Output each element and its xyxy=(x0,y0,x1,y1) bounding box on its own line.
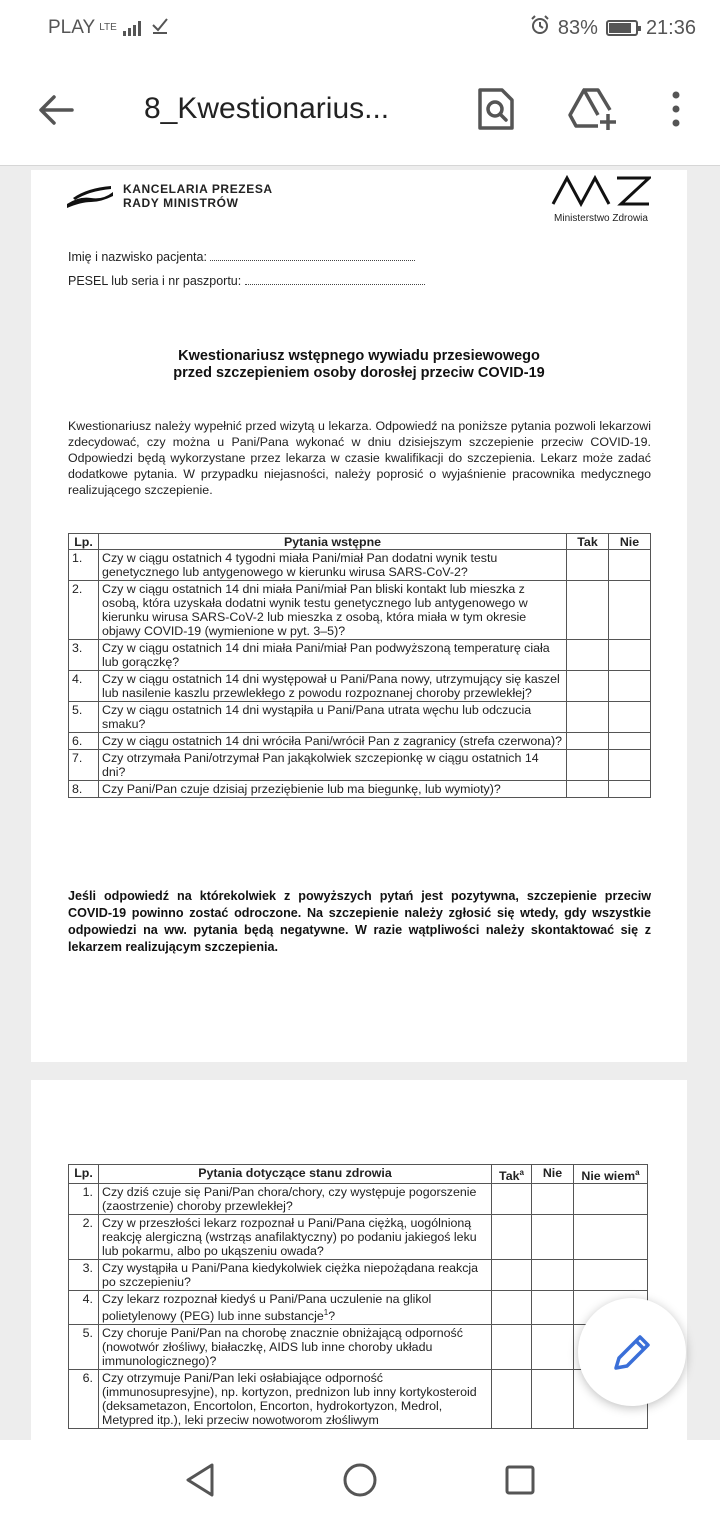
patient-name-blank xyxy=(210,251,415,261)
document-title: 8_Kwestionarius... xyxy=(144,92,390,125)
status-bar xyxy=(0,0,720,56)
row-number: 8. xyxy=(69,781,99,798)
question-text-main: Czy dziś czuje się Pani/Pan chora/chory, czy występuje pogorszenie (zaostrzenie) choroby przewlekłej? xyxy=(102,1185,477,1214)
answer-no-cell[interactable] xyxy=(532,1291,574,1325)
title-line-2: przed szczepieniem osoby dorosłej przeciw COVID-19 xyxy=(173,365,545,381)
status-right xyxy=(530,15,696,41)
footnote-marker: 1 xyxy=(323,1308,329,1318)
col-lp: Lp. xyxy=(69,534,99,550)
document-page-2 xyxy=(31,1080,687,1440)
answer-yes-cell[interactable] xyxy=(567,781,609,798)
table-row xyxy=(69,1260,648,1291)
answer-no-cell[interactable] xyxy=(609,781,651,798)
col-yes-label: Tak xyxy=(499,1169,520,1184)
question-text-main: Czy lekarz rozpoznał kiedyś u Pani/Pana uczulenie na glikol polietylenowy (PEG) lub inne substancje xyxy=(102,1292,432,1324)
row-number: 3. xyxy=(69,640,99,671)
document-page-1 xyxy=(31,170,687,1062)
question-text: Czy w ciągu ostatnich 14 dni miała Pani/miał Pan bliski kontakt lub mieszka z osobą, która uzyskała dodatni wynik testu genetycznego lub antygenowego w kierunku wirusa SARS-CoV-2 lub mieszka z osobą, która miała w tym okresie objawy COVID-19 (wymienione w pyt. 3–5)? xyxy=(99,581,567,640)
answer-no-cell[interactable] xyxy=(609,581,651,640)
row-number: 5. xyxy=(69,702,99,733)
question-text: Czy w ciągu ostatnich 14 dni wystąpiła u Pani/Pana utrata węchu lub odczucia smaku? xyxy=(99,702,567,733)
row-number: 3. xyxy=(69,1260,99,1291)
question-text-main: Czy choruje Pani/Pan na chorobę znacznie obniżającą odporność (nowotwór złośliwy, białaczkę, AIDS lub inne choroby układu immunologicznego)? xyxy=(102,1326,463,1369)
question-text xyxy=(99,1370,492,1429)
answer-no-cell[interactable] xyxy=(609,671,651,702)
mz-name: Ministerstwo Zdrowia xyxy=(554,213,648,224)
answer-yes-cell[interactable] xyxy=(567,750,609,781)
col-yes-sup: a xyxy=(519,1168,524,1177)
answer-yes-cell[interactable] xyxy=(492,1370,532,1429)
table-row xyxy=(69,781,651,798)
row-number: 4. xyxy=(69,671,99,702)
mz-logo-mark xyxy=(551,172,651,208)
answer-yes-cell[interactable] xyxy=(567,581,609,640)
row-number: 2. xyxy=(69,581,99,640)
battery-percent: 83% xyxy=(557,16,598,39)
question-text xyxy=(99,1215,492,1260)
answer-dont-know-cell[interactable] xyxy=(574,1260,648,1291)
back-arrow-icon[interactable] xyxy=(36,90,76,130)
pesel-field xyxy=(68,274,425,288)
question-text: Czy otrzymała Pani/otrzymał Pan jakąkolwiek szczepionkę w ciągu ostatnich 14 dni? xyxy=(99,750,567,781)
pesel-blank xyxy=(245,275,425,285)
question-text xyxy=(99,1184,492,1215)
intro-paragraph: Kwestionariusz należy wypełnić przed wizytą u lekarza. Odpowiedź na poniższe pytania pozwoli lekarzowi zdecydować, czy można u Pani/Pana wykonać w dniu dzisiejszym szczepienie przeciw COVID-19. Odpowiedzi będą wykorzystane przez lekarza w czasie kwalifikacji do szczepienia. Lekarz może zadać dodatkowe pytania. W przypadku niejasności, należy poprosić o wyjaśnienie pracownika medycznego realizującego szczepienie. xyxy=(68,419,651,497)
table-row xyxy=(69,640,651,671)
answer-yes-cell[interactable] xyxy=(567,640,609,671)
kprm-line-1: KANCELARIA PREZESA xyxy=(123,182,273,196)
question-text-main: Czy wystąpiła u Pani/Pana kiedykolwiek ciężka niepożądana reakcja po szczepieniu? xyxy=(102,1261,479,1290)
answer-no-cell[interactable] xyxy=(609,750,651,781)
nav-recents-icon[interactable] xyxy=(504,1462,536,1503)
find-in-document-icon[interactable] xyxy=(474,86,518,132)
more-options-icon[interactable] xyxy=(664,88,688,130)
answer-no-cell[interactable] xyxy=(532,1325,574,1370)
table-header-row xyxy=(69,534,651,550)
pesel-label: PESEL lub seria i nr paszportu: xyxy=(68,274,242,288)
table-row xyxy=(69,750,651,781)
col-dont-know-label: Nie wiem xyxy=(581,1169,636,1184)
answer-no-cell[interactable] xyxy=(532,1260,574,1291)
answer-dont-know-cell[interactable] xyxy=(574,1184,648,1215)
alarm-icon xyxy=(530,15,550,41)
app-bar xyxy=(0,56,720,166)
answer-no-cell[interactable] xyxy=(609,640,651,671)
row-number: 7. xyxy=(69,750,99,781)
answer-no-cell[interactable] xyxy=(532,1215,574,1260)
answer-yes-cell[interactable] xyxy=(492,1325,532,1370)
table-row xyxy=(69,1184,648,1215)
table-row xyxy=(69,671,651,702)
answer-yes-cell[interactable] xyxy=(492,1184,532,1215)
table-row xyxy=(69,733,651,750)
kprm-line-2: RADY MINISTRÓW xyxy=(123,196,239,210)
answer-dont-know-cell[interactable] xyxy=(574,1215,648,1260)
col-yes xyxy=(492,1165,532,1184)
check-icon xyxy=(151,16,169,40)
table-row xyxy=(69,1215,648,1260)
col-yes: Tak xyxy=(567,534,609,550)
add-to-drive-icon[interactable] xyxy=(568,86,618,132)
title-line-1: Kwestionariusz wstępnego wywiadu przesiewowego xyxy=(178,348,540,364)
question-text: Czy w ciągu ostatnich 14 dni miała Pani/miał Pan podwyższoną temperaturę ciała lub gorączkę? xyxy=(99,640,567,671)
answer-no-cell[interactable] xyxy=(609,550,651,581)
answer-yes-cell[interactable] xyxy=(492,1291,532,1325)
table-row xyxy=(69,550,651,581)
question-text-main: Czy w przeszłości lekarz rozpoznał u Pani/Pana ciężką, uogólnioną reakcję alergiczną (wstrząs anafilaktyczny) po podaniu jakiegoś leku lub pokarmu, albo po ukąszeniu owada? xyxy=(102,1216,477,1259)
answer-no-cell[interactable] xyxy=(609,733,651,750)
status-left xyxy=(48,16,169,40)
table-header-row xyxy=(69,1165,648,1184)
patient-name-label: Imię i nazwisko pacjenta: xyxy=(68,250,207,264)
carrier-name: PLAY xyxy=(48,17,96,38)
kprm-logo xyxy=(67,182,273,210)
pencil-icon xyxy=(610,1332,654,1372)
preliminary-questions-table xyxy=(68,533,651,798)
question-text-tail: ? xyxy=(328,1309,336,1324)
col-dont-know-sup: a xyxy=(635,1168,640,1177)
question-text xyxy=(99,1291,492,1325)
row-number: 1. xyxy=(69,1184,99,1215)
kprm-emblem-icon xyxy=(67,182,113,210)
patient-name-field xyxy=(68,250,415,264)
row-number: 6. xyxy=(69,1370,99,1429)
warning-paragraph: Jeśli odpowiedź na którekolwiek z powyższych pytań jest pozytywna, szczepienie przeciw COVID-19 powinno zostać odroczone. Na szczepienie należy zgłosić się wtedy, gdy wszystkie odpowiedzi na ww. pytania będą negatywne. W razie wątpliwości należy skontaktować się z lekarzem realizującym szczepienia. xyxy=(68,889,651,954)
answer-yes-cell[interactable] xyxy=(567,733,609,750)
question-text: Czy w ciągu ostatnich 14 dni wróciła Pani/wrócił Pan z zagranicy (strefa czerwona)? xyxy=(99,733,567,750)
clock: 21:36 xyxy=(645,16,696,39)
answer-yes-cell[interactable] xyxy=(567,702,609,733)
table-row xyxy=(69,702,651,733)
answer-no-cell[interactable] xyxy=(532,1184,574,1215)
col-dont-know xyxy=(574,1165,648,1184)
answer-no-cell[interactable] xyxy=(609,702,651,733)
row-number: 4. xyxy=(69,1291,99,1325)
question-text xyxy=(99,1260,492,1291)
row-number: 5. xyxy=(69,1325,99,1370)
table-row xyxy=(69,1291,648,1325)
kprm-text xyxy=(123,182,273,210)
col-no: Nie xyxy=(609,534,651,550)
system-nav-bar xyxy=(0,1440,720,1520)
question-text: Czy w ciągu ostatnich 14 dni występował u Pani/Pana nowy, utrzymujący się kaszel lub nasilenie kaszlu przewlekłego z powodu rozpoznanej choroby przewlekłej? xyxy=(99,671,567,702)
nav-back-icon[interactable] xyxy=(184,1462,216,1503)
question-text xyxy=(99,1325,492,1370)
battery-icon xyxy=(606,20,638,36)
table-row xyxy=(69,1370,648,1429)
row-number: 6. xyxy=(69,733,99,750)
col-no: Nie xyxy=(532,1165,574,1184)
edit-fab-button[interactable] xyxy=(578,1298,686,1406)
table-row xyxy=(69,581,651,640)
answer-yes-cell[interactable] xyxy=(567,550,609,581)
mz-logo xyxy=(551,172,651,224)
answer-yes-cell[interactable] xyxy=(567,671,609,702)
questionnaire-title xyxy=(31,348,687,382)
col-question: Pytania dotyczące stanu zdrowia xyxy=(99,1165,492,1184)
col-lp: Lp. xyxy=(69,1165,99,1184)
health-questions-table xyxy=(68,1164,648,1429)
row-number: 2. xyxy=(69,1215,99,1260)
answer-yes-cell[interactable] xyxy=(492,1215,532,1260)
signal-icon xyxy=(123,20,141,36)
answer-no-cell[interactable] xyxy=(532,1370,574,1429)
answer-yes-cell[interactable] xyxy=(492,1260,532,1291)
network-type: LTE xyxy=(99,22,117,33)
col-question: Pytania wstępne xyxy=(99,534,567,550)
question-text: Czy Pani/Pan czuje dzisiaj przeziębienie lub ma biegunkę, lub wymioty)? xyxy=(99,781,567,798)
row-number: 1. xyxy=(69,550,99,581)
question-text-main: Czy otrzymuje Pani/Pan leki osłabiające odporność (immunosupresyjne), np. kortyzon, prednizon lub inny kortykosteroid (deksametazon, Encortolon, Encorton, hydrokortyzon, Medrol, Metypred itp.), leki przeciw nowotworom złośliwym xyxy=(102,1371,477,1428)
question-text: Czy w ciągu ostatnich 4 tygodni miała Pani/miał Pan dodatni wynik testu genetycznego lub antygenowego w kierunku wirusa SARS-CoV-2? xyxy=(99,550,567,581)
nav-home-icon[interactable] xyxy=(342,1462,378,1503)
table-row xyxy=(69,1325,648,1370)
